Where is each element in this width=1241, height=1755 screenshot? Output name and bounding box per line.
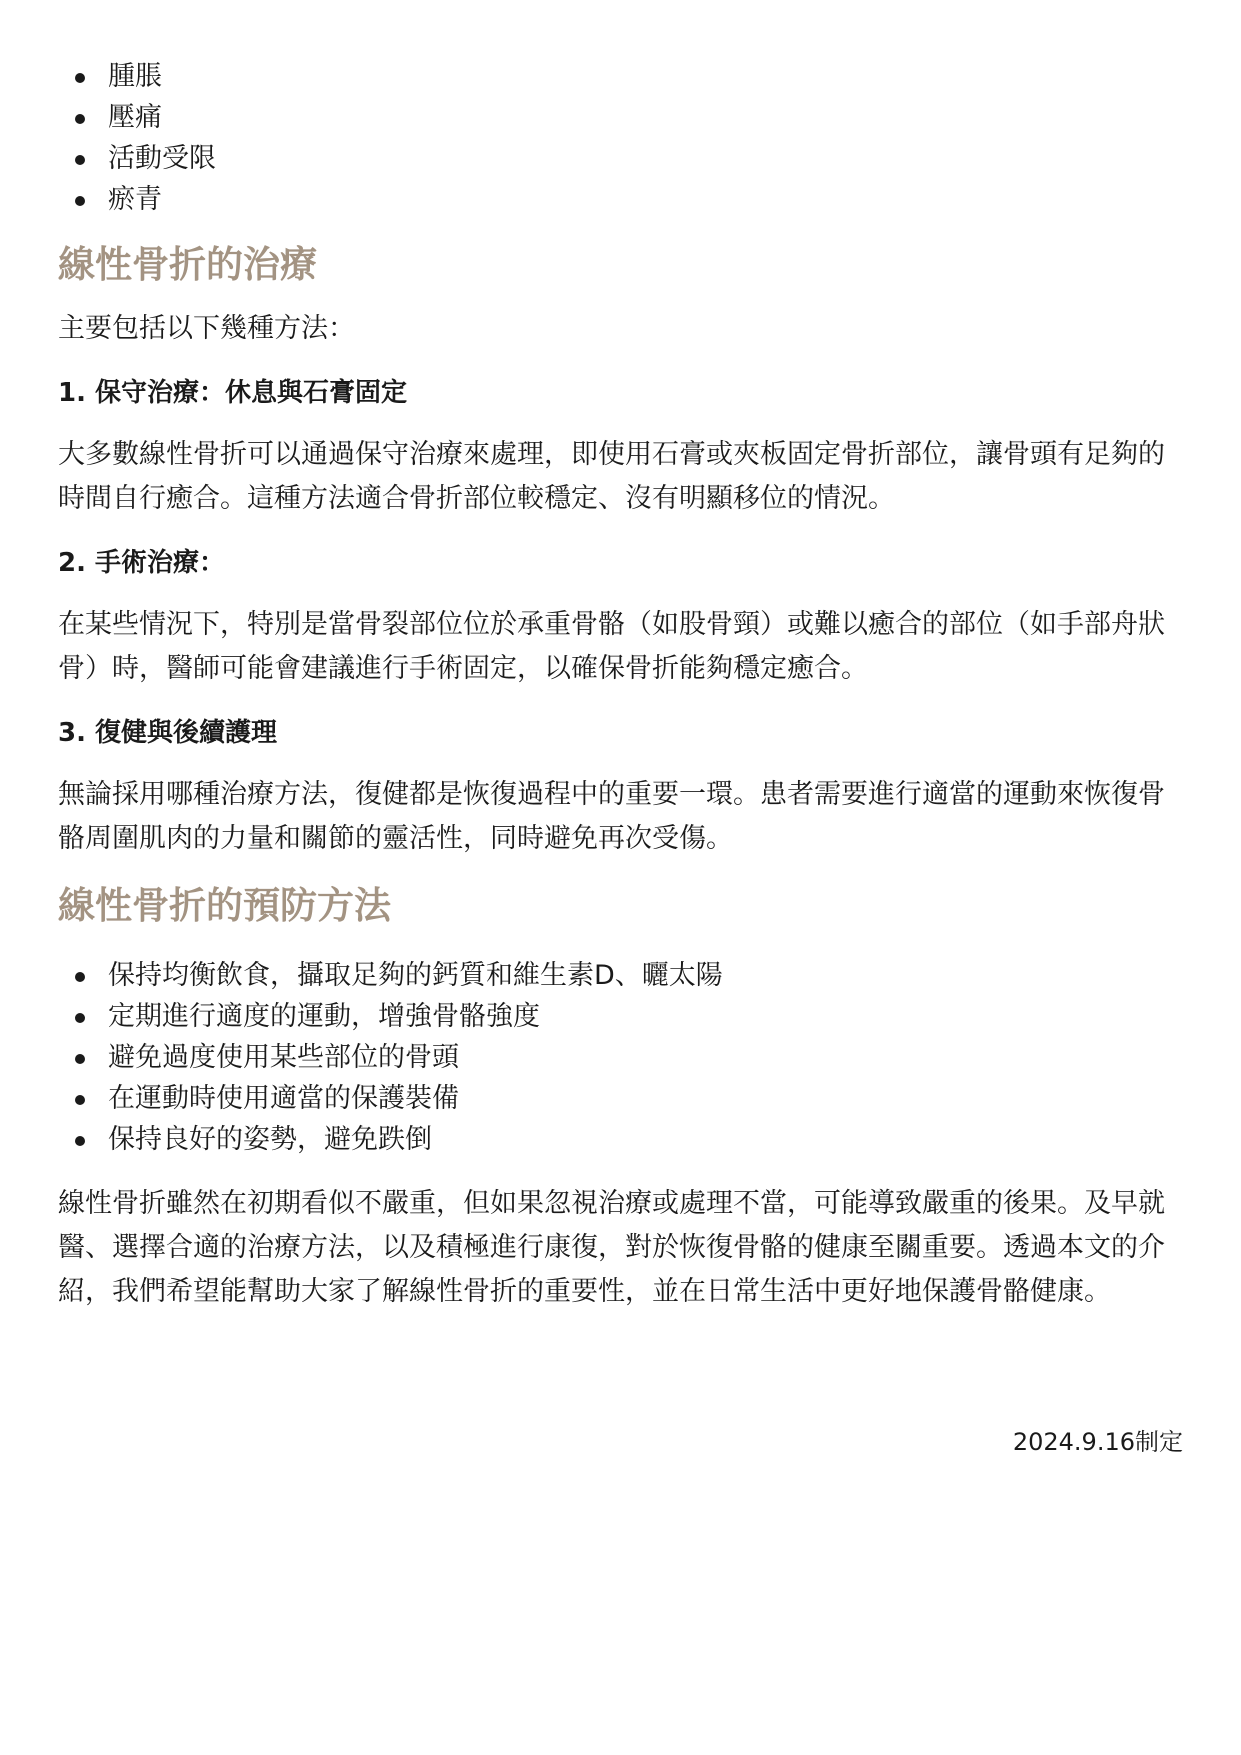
symptoms-list	[58, 56, 1184, 220]
document-date: 2024.9.16制定	[1012, 1428, 1183, 1456]
list-item: 定期進行適度的運動，增強骨骼強度	[108, 996, 1184, 1037]
document-page	[58, 52, 1184, 1314]
list-item: 避免過度使用某些部位的骨頭	[108, 1037, 1184, 1078]
treatment-intro: 主要包括以下幾種方法：	[58, 313, 355, 344]
list-item: 腫脹	[108, 56, 1184, 97]
treatment-heading: 線性骨折的治療	[58, 243, 317, 286]
method-3-text: 無論採用哪種治療方法，復健都是恢復過程中的重要一環。患者需要進行適當的運動來恢復骨骼周圍肌肉的力量和關節的靈活性，同時避免再次受傷。	[58, 779, 1165, 854]
list-item: 瘀青	[108, 179, 1184, 220]
list-item: 保持均衡飲食，攝取足夠的鈣質和維生素D、曬太陽	[108, 955, 1184, 996]
list-item: 壓痛	[108, 97, 1184, 138]
prevention-heading: 線性骨折的預防方法	[58, 884, 391, 927]
method-3-heading: 3. 復健與後續護理	[58, 718, 278, 748]
method-2-text: 在某些情況下，特別是當骨裂部位位於承重骨骼（如股骨頸）或難以癒合的部位（如手部舟狀骨）時，醫師可能會建議進行手術固定，以確保骨折能夠穩定癒合。	[58, 609, 1165, 684]
list-item: 在運動時使用適當的保護裝備	[108, 1078, 1184, 1119]
method-1-heading: 1. 保守治療：休息與石膏固定	[58, 378, 408, 408]
method-1-text: 大多數線性骨折可以通過保守治療來處理，即使用石膏或夾板固定骨折部位，讓骨頭有足夠的時間自行癒合。這種方法適合骨折部位較穩定、沒有明顯移位的情況。	[58, 439, 1165, 514]
method-2-heading: 2. 手術治療：	[58, 548, 226, 578]
list-item: 保持良好的姿勢，避免跌倒	[108, 1119, 1184, 1160]
list-item: 活動受限	[108, 138, 1184, 179]
prevention-list	[58, 955, 1184, 1160]
conclusion-paragraph: 線性骨折雖然在初期看似不嚴重，但如果忽視治療或處理不當，可能導致嚴重的後果。及早就醫、選擇合適的治療方法，以及積極進行康復，對於恢復骨骼的健康至關重要。透過本文的介紹，我們希望能幫助大家了解線性骨折的重要性，並在日常生活中更好地保護骨骼健康。	[58, 1188, 1165, 1307]
